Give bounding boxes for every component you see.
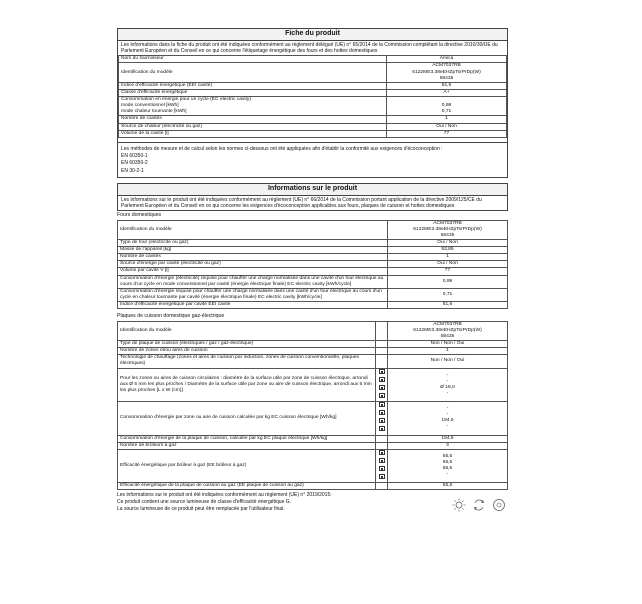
standards-block <box>118 142 507 177</box>
table-row <box>118 483 508 490</box>
row-value: 81,6 <box>387 82 507 89</box>
row-label: Consommation d'énergie de la plaque de cuisson, calculée par kg EC plaque électrique [Wh/kg] <box>118 435 376 442</box>
row-label: Consommation en énergie pour un cycle (EC electric cavity) mode conventionnel [kWh] mode chaleur tournante [kWh] <box>119 97 387 116</box>
table-row <box>118 368 508 402</box>
table-row <box>118 239 508 246</box>
row-label: Volume par cavité V [l] <box>118 268 388 275</box>
zone-icons-cell <box>376 321 388 340</box>
row-label: Nom du fournisseur <box>119 56 387 63</box>
replace-icon <box>472 498 486 512</box>
table-row <box>119 116 507 123</box>
lamp-icon <box>452 498 466 512</box>
row-label: Source d'énergie par cavité (électricité ou gaz) <box>118 261 388 268</box>
row-value: - - Ø 18,0 - <box>388 368 508 402</box>
table-row <box>118 442 508 449</box>
row-label: Nombre de cavités <box>119 116 387 123</box>
fiche-table <box>118 55 507 138</box>
table-row <box>118 302 508 309</box>
table-row <box>119 123 507 130</box>
hob-zone-icon <box>379 474 385 479</box>
table-row <box>118 247 508 254</box>
row-label: Indice d'efficacité énergétique (EEI cavité) <box>119 82 387 89</box>
table-row <box>119 89 507 96</box>
footer-line-1: Les informations sur le produit ont été indiquées conformément au règlement (UE) n° 2019/2015: <box>117 492 332 499</box>
hob-zone-icon <box>379 450 385 455</box>
table-row <box>118 449 508 483</box>
zone-icons-cell <box>376 449 388 483</box>
zone-icons-cell <box>376 341 388 348</box>
row-value: 1 <box>388 254 508 261</box>
row-label: Identification du modèle <box>118 220 388 239</box>
row-value: A+ <box>387 89 507 96</box>
row-value: Non / Non / Oui <box>388 355 508 368</box>
row-label: Nombre de brûleurs à gaz <box>118 442 376 449</box>
row-value: 81,6 <box>388 302 508 309</box>
row-label: Identification du modèle <box>118 321 376 340</box>
table-row <box>118 402 508 436</box>
table-row <box>119 63 507 82</box>
hob-zone-icon <box>379 393 385 398</box>
table-row <box>118 275 508 288</box>
zone-icons-cell <box>376 442 388 449</box>
table-row <box>118 268 508 275</box>
row-value: Oui / Non <box>388 261 508 268</box>
table-row <box>118 288 508 301</box>
row-label: Identification du modèle <box>119 63 387 82</box>
row-value: Non / Non / Oui <box>388 341 508 348</box>
lamp-symbols <box>452 498 506 512</box>
row-value: Amica <box>387 56 507 63</box>
row-value: 53,85 <box>388 247 508 254</box>
row-value: 55,5 <box>388 483 508 490</box>
info-title: Informations sur le produit <box>118 184 507 196</box>
row-label: Type de four (electricite ou gaz) <box>118 239 388 246</box>
row-label: Consommation d'énergie (électricité) requise pour chauffer une charge normalisée dans une cavité d'un four électrique au cours d'un cycle en mode conventionnel par cavité (énergie électrique finale) EC electric cavity [kWh/cycle] <box>118 275 388 288</box>
hob-zone-icon <box>379 402 385 407</box>
row-value: Oui / Non <box>388 239 508 246</box>
product-sheet <box>117 28 508 513</box>
row-label: Classe d'efficacité énergétique <box>119 89 387 96</box>
table-row <box>118 355 508 368</box>
row-label: Pour les zones ou aires de cuisson circulaires : diamètre de la surface utile par zone de cuisson électrique, arrondi aux Ø 5 mm les plus proches / Diamètre de la surface utile par zone ou aire de cuisson électrique, arrondi aux 5 mm les plus proches [L x W (cm)] <box>118 368 376 402</box>
row-label: Efficacité énergétique de la plaque de cuisson au gaz (EE plaque de cuisson au gaz) <box>118 483 376 490</box>
row-value: 0,71 <box>388 288 508 301</box>
table-row <box>118 321 508 340</box>
row-label: Consommation d'énergie requise pour chauffer une charge normalisée dans une cavité d'un four électrique au cours d'un cycle en chaleur tournante par cavité (énergie électrique finale) EC electric cavity [kWh/cycle] <box>118 288 388 301</box>
footer-line-2: Ce produit contient une source lumineuse de classe d'efficacité énergétique G. <box>117 499 292 506</box>
zone-icons-cell <box>376 483 388 490</box>
row-label: Consommation d'énergie par zone ou aire de cuisson calculée par kg EC cuisson électrique [Wh/kg] <box>118 402 376 436</box>
fiche-intro: Les informations dans la fiche du produit ont été indiquées conformément au règlement délégué (UE) n° 65/2014 de la Commission complétant la directive 2010/30/UE du Parlement Européen et du Conseil en ce qui concerne l'étiquetage énergétique des fours et des hottes domestiques <box>121 41 498 54</box>
footer-line-3: La source lumineuse de ce produit peut être remplacée par l'utilisateur final. <box>117 505 285 512</box>
row-value: 0,99 <box>388 275 508 288</box>
standards-intro: Les méthodes de mesure et de calcul selon les normes ci-dessous ont été appliquées afin d'établir la conformité aux exigences d'écoconception : <box>121 145 443 152</box>
row-value: 0,99 0,71 <box>387 97 507 116</box>
info-intro: Les informations sur le produit ont été indiquées conformément au règlement (UE) n° 66/2014 de la Commission portant application de la directive 2009/125/CE du Parlement Européen et du Conseil en ce qui concerne les exigences d'écoconception applicables aux fours, plaques de cuisson et hottes domestiques <box>121 196 482 209</box>
table-row <box>118 220 508 239</box>
zone-icons-cell <box>376 368 388 402</box>
row-value: ACM7037RB 6122ME3.38eEHZpTsrPrDp(W) 58435 <box>388 220 508 239</box>
hob-zone-icon <box>379 418 385 423</box>
row-label: Nombre de cavités <box>118 254 388 261</box>
row-value: 1 <box>388 348 508 355</box>
row-value: 77 <box>388 268 508 275</box>
table-row <box>119 56 507 63</box>
row-value: Oui / Non <box>387 123 507 130</box>
zone-icons-cell <box>376 402 388 436</box>
row-value: ACM7037RB 6122ME3.38eEHZpTsrPrDp(W) 58435 <box>387 63 507 82</box>
row-value: 194,5 <box>388 435 508 442</box>
row-value: 1 <box>387 116 507 123</box>
row-label: Volume de la cavité [l] <box>119 130 387 137</box>
standard-3: EN 30-2-1 <box>121 167 144 174</box>
row-value: 3 <box>388 442 508 449</box>
hob-zone-icon <box>379 377 385 382</box>
standard-2: EN 60350-2 <box>121 160 148 167</box>
zone-icons-cell <box>376 355 388 368</box>
table-row <box>118 341 508 348</box>
hobs-label: Plaques de cuisson domestique gaz-électrique <box>117 313 225 320</box>
row-label: Technologie de chauffage (zones et aires de cuisson par induction, zones de cuisson conventionnelle, plaques électriques) <box>118 355 376 368</box>
fiche-title: Fiche du produit <box>118 29 507 41</box>
row-value: 55,5 55,5 55,5 - <box>388 449 508 483</box>
hob-zone-icon <box>379 369 385 374</box>
hob-zone-icon <box>379 385 385 390</box>
row-label: Efficacité énergétique par brûleur à gaz (EE brûleur à gaz) <box>118 449 376 483</box>
table-row <box>119 97 507 116</box>
table-row <box>118 435 508 442</box>
table-row <box>118 261 508 268</box>
table-row <box>118 254 508 261</box>
row-value: 77 <box>387 130 507 137</box>
zone-icons-cell <box>376 435 388 442</box>
row-value: ACM7037RB 6122ME3.38eEHZpTsrPrDp(W) 58435 <box>388 321 508 340</box>
row-label: Source de chaleur (électricité ou gaz) <box>119 123 387 130</box>
oven-lamp-icon <box>492 498 506 512</box>
hob-zone-icon <box>379 426 385 431</box>
ovens-table <box>117 220 508 310</box>
info-section <box>117 183 508 211</box>
row-label: Type de plaque de cuisson (électriques / gaz / gaz-électrique) <box>118 341 376 348</box>
zone-icons-cell <box>376 348 388 355</box>
ovens-label: Fours domestiques <box>117 212 162 218</box>
row-label: Nombre de zones et/ou aires de cuisson <box>118 348 376 355</box>
hob-zone-icon <box>379 410 385 415</box>
fiche-section <box>117 28 508 178</box>
table-row <box>118 348 508 355</box>
hob-zone-icon <box>379 458 385 463</box>
table-row <box>119 130 507 137</box>
hobs-table <box>117 321 508 491</box>
lighting-footer <box>117 492 508 512</box>
row-label: Masse de l'appareil [kg] <box>118 247 388 254</box>
standard-1: EN 60350-1 <box>121 153 148 159</box>
hob-zone-icon <box>379 466 385 471</box>
table-row <box>119 82 507 89</box>
row-label: Indice d'efficacité énergétique par cavité EEI cavité <box>118 302 388 309</box>
row-value: - - 194,5 - <box>388 402 508 436</box>
